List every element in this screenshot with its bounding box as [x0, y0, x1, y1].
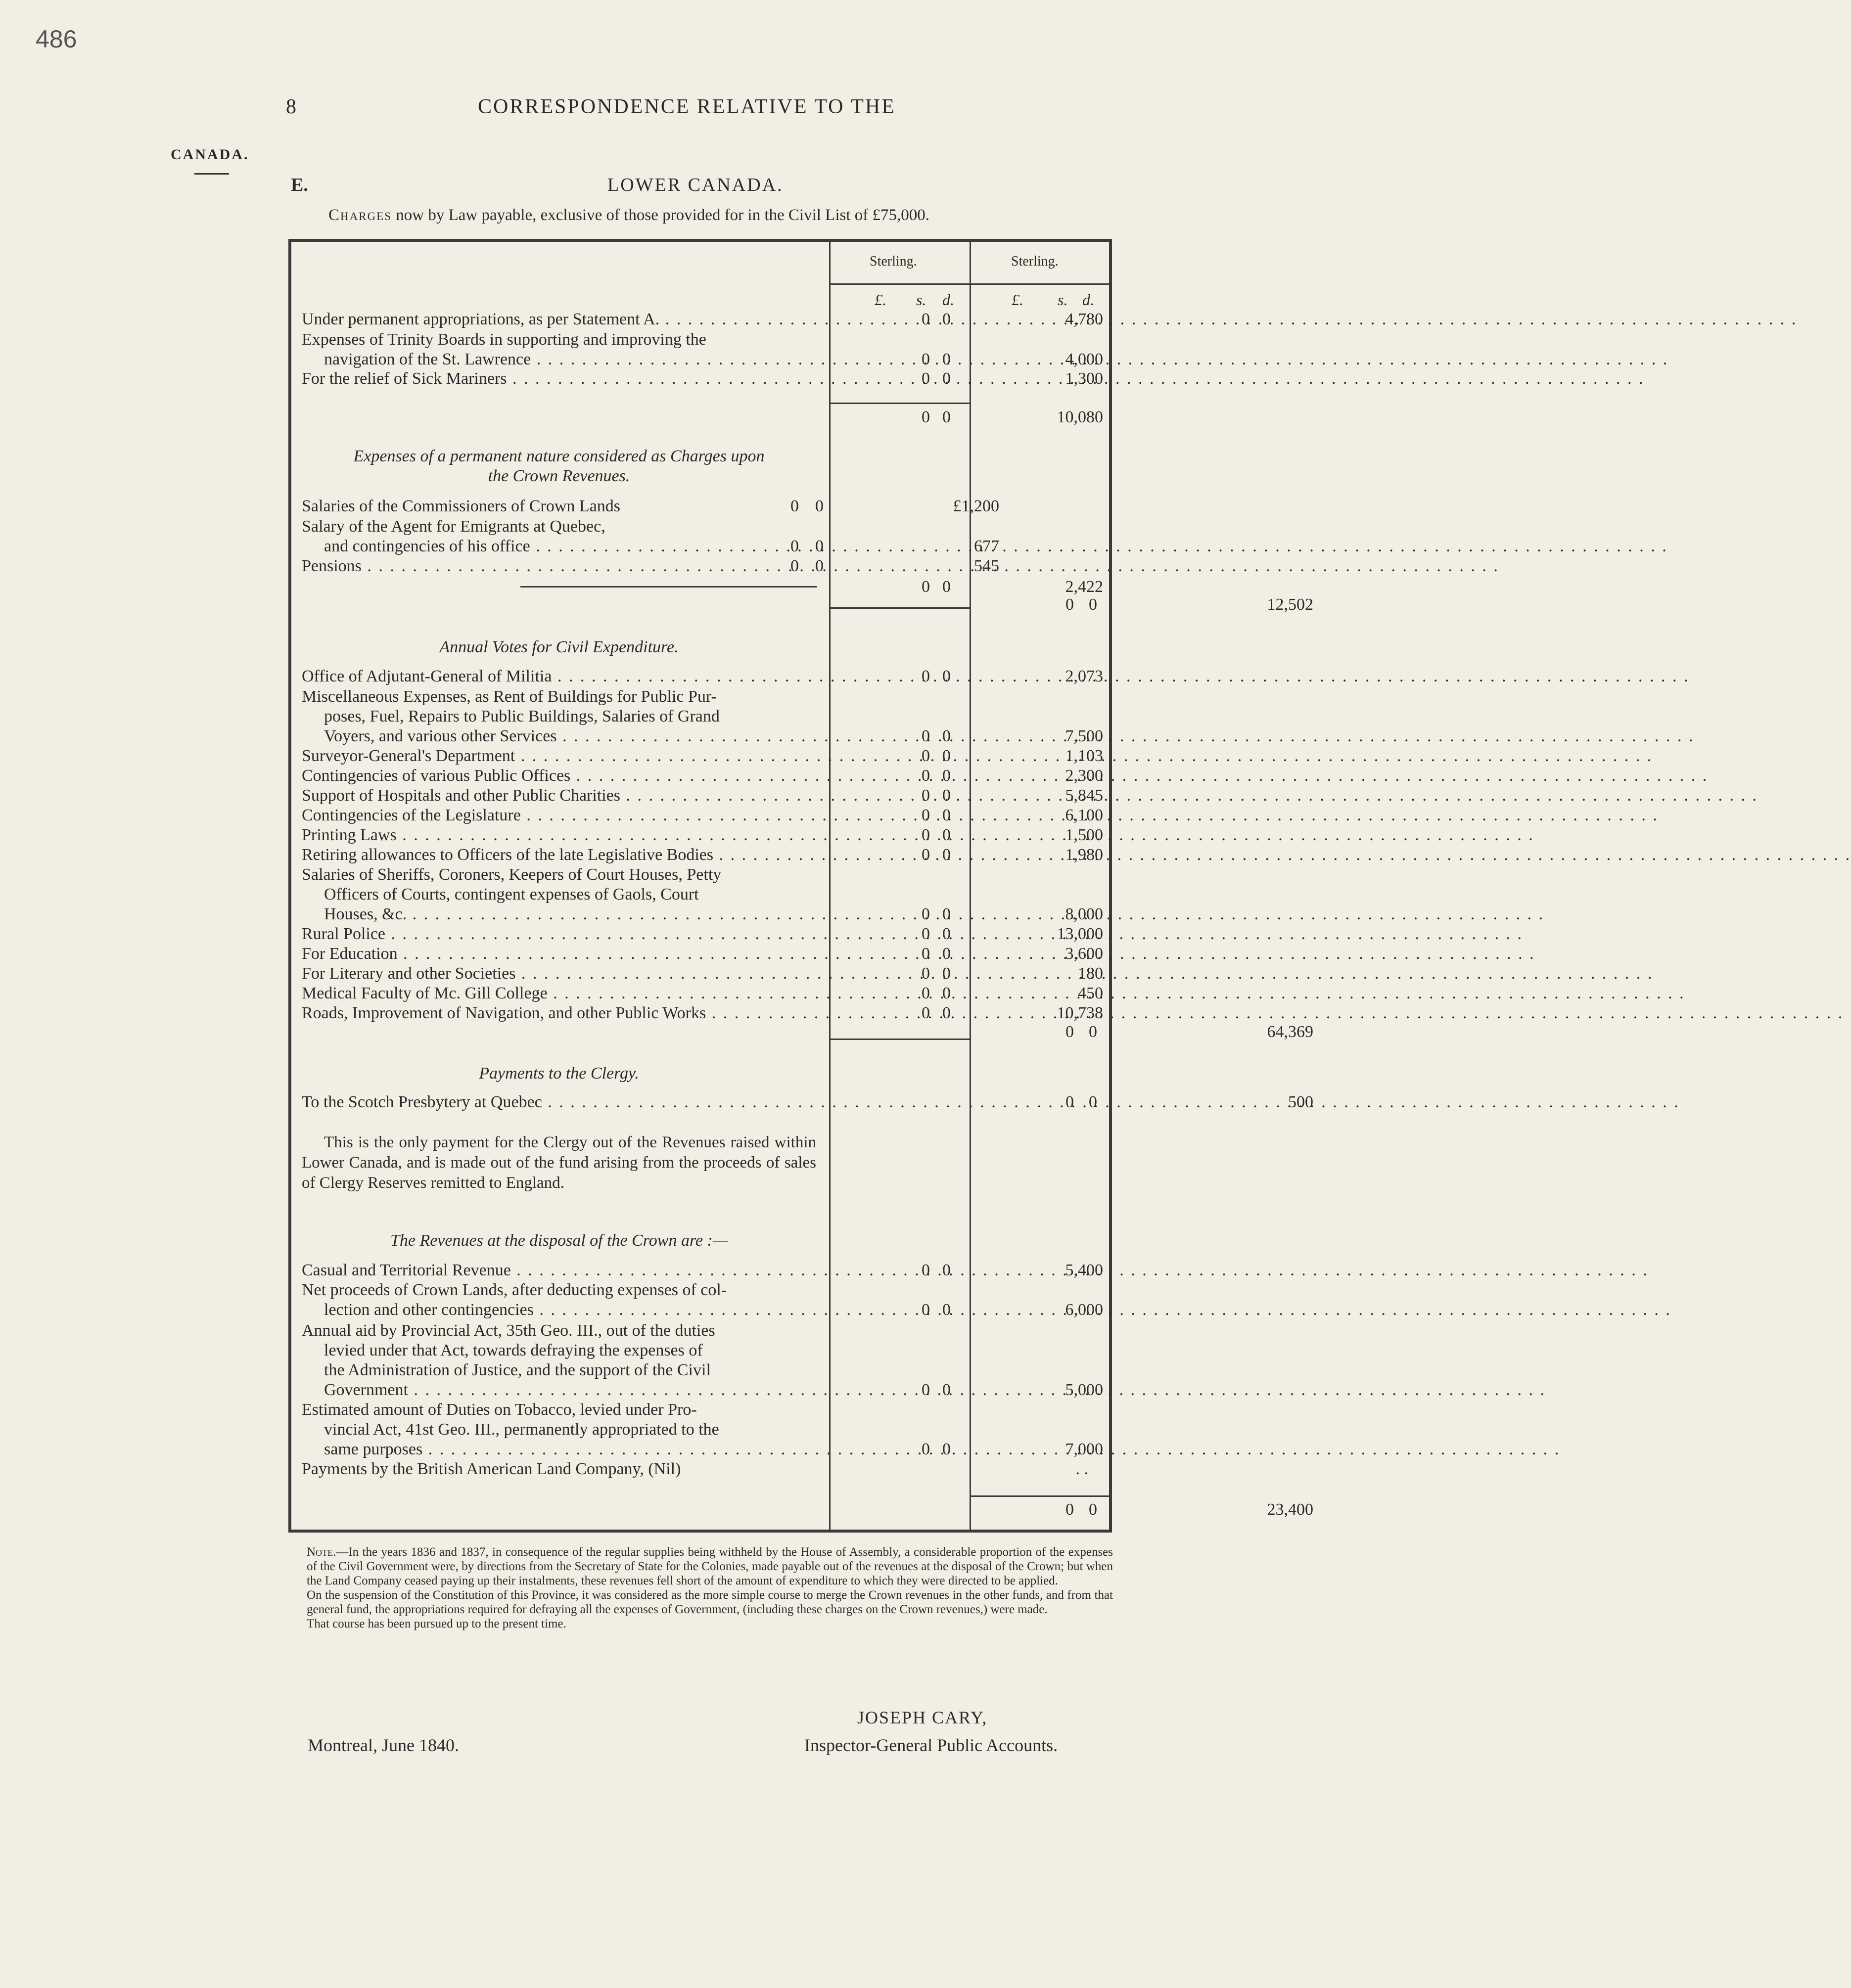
row-inline-pence: 0	[815, 557, 824, 575]
row-shillings: 0	[922, 310, 930, 328]
row-pence: 0	[942, 786, 951, 805]
row-pence: 0	[942, 945, 951, 963]
row-inline-pence: 0	[815, 537, 824, 555]
header-rule-1	[831, 283, 970, 285]
row-amount: 1,980	[1065, 846, 1103, 864]
table-row	[302, 1361, 1405, 1381]
row-total-shillings: 0	[1065, 1093, 1074, 1111]
row-pence: 0	[942, 925, 951, 943]
table-row	[302, 1341, 1405, 1361]
table-row	[302, 1321, 1405, 1342]
row-amount: 10,738	[1057, 1004, 1103, 1022]
row-label: Rural Police . . .	[302, 925, 811, 944]
row-label: Voyers, and various other Services . . .	[324, 727, 811, 746]
row-inline-shillings: 0	[790, 557, 799, 575]
table-row	[302, 1281, 1405, 1301]
row-pence: 0	[942, 964, 951, 983]
row-amount: 2,073	[1065, 667, 1103, 685]
table-row	[302, 667, 1405, 687]
row-shillings: 0	[922, 786, 930, 805]
row-label: Expenses of Trinity Boards in supporting and improving the	[302, 330, 706, 349]
row-label: the Administration of Justice, and the support of the Civil	[324, 1361, 711, 1379]
unit-pence-1: d.	[942, 291, 954, 309]
row-label: Medical Faculty of Mc. Gill College . . .	[302, 984, 811, 1003]
row-label: Roads, Improvement of Navigation, and other Public Works . . .	[302, 1004, 811, 1023]
row-amount: 4,780	[1065, 310, 1103, 328]
row-pence: 0	[942, 747, 951, 765]
margin-rule	[194, 173, 229, 175]
row-pence: 0	[942, 1301, 951, 1319]
footnote	[307, 1545, 1113, 1631]
col-head-2: Sterling.	[1011, 254, 1059, 269]
table-row	[302, 767, 1405, 787]
folio-number: 486	[36, 25, 77, 53]
table-row	[302, 350, 1405, 370]
row-pence: 0	[942, 984, 951, 1002]
unit-shilling-1: s.	[916, 291, 926, 309]
table-row	[302, 1261, 1405, 1281]
row-pence: 0	[942, 408, 951, 426]
row-shillings: 0	[922, 1381, 930, 1399]
table-row	[302, 1401, 1405, 1421]
row-inline-amount: 677	[974, 537, 999, 555]
table-row	[302, 1420, 1405, 1441]
table-row	[302, 1460, 1405, 1480]
row-label: Government . . .	[324, 1381, 811, 1400]
note-para-2: On the suspension of the Constitution of this Province, it was considered as the more simple course to merge the Crown revenues in the other funds, and from that general fund, the appropriations required for defraying all the expenses of Government, (including these charges on the Crown revenues,) were made.	[307, 1588, 1113, 1616]
table-row	[302, 1093, 1405, 1113]
crown-heading-line-1: Expenses of a permanent nature considered as Charges upon	[353, 447, 765, 465]
row-total: 23,400	[1267, 1500, 1313, 1519]
row-amount: 5,845	[1065, 786, 1103, 805]
row-label: Annual aid by Provincial Act, 35th Geo. III., out of the duties	[302, 1321, 715, 1340]
row-pence: 0	[942, 350, 951, 368]
row-amount: 180	[1078, 964, 1103, 983]
note-para-1: —In the years 1836 and 1837, in consequence of the regular supplies being withheld by the House of Assembly, a considerable proportion of the expenses of the Civil Government were, by directions from the Secretary of State for the Colonies, made payable out of the revenues at the disposal of the Crown; but when the Land Company ceased paying up their instalments, these revenues fell short of the amount of expenditure to which they were directed to be applied.	[307, 1545, 1113, 1587]
row-label: and contingencies of his office . . .	[324, 537, 688, 556]
row-label: To the Scotch Presbytery at Quebec . . .	[302, 1093, 811, 1112]
row-pence: 0	[942, 1261, 951, 1279]
clergy-heading: Payments to the Clergy.	[479, 1064, 639, 1083]
table-row	[302, 846, 1405, 866]
subtotal-row	[302, 595, 1405, 616]
table-row	[302, 885, 1405, 905]
row-amount: 5,400	[1065, 1261, 1103, 1279]
row-total-pence: 0	[1089, 1500, 1097, 1519]
row-total-shillings: 0	[1065, 1023, 1074, 1041]
note-para-3: That course has been pursued up to the present time.	[307, 1617, 566, 1630]
row-total-pence: 0	[1089, 1023, 1097, 1041]
row-amount: 13,000	[1057, 925, 1103, 943]
row-label: Support of Hospitals and other Public Charities . . .	[302, 786, 811, 805]
table-row	[302, 945, 1405, 965]
row-total: 12,502	[1267, 595, 1313, 614]
table-row	[302, 687, 1405, 708]
row-label: Houses, &c. . . .	[324, 905, 811, 924]
table-row	[302, 557, 1405, 577]
row-amount: 2,422	[1065, 578, 1103, 596]
row-shillings: 0	[922, 846, 930, 864]
row-pence: 0	[942, 1440, 951, 1458]
row-pence: 0	[942, 667, 951, 685]
row-label: Pensions . . .	[302, 557, 688, 576]
place-date: Montreal, June 1840.	[308, 1735, 459, 1755]
signatory-title: Inspector-General Public Accounts.	[804, 1735, 1058, 1755]
row-shillings: 0	[922, 667, 930, 685]
running-head: CORRESPONDENCE RELATIVE TO THE	[478, 95, 896, 118]
section-letter: E.	[291, 175, 308, 195]
row-label: vincial Act, 41st Geo. III., permanently appropriated to the	[324, 1420, 719, 1439]
row-shillings: 0	[922, 1004, 930, 1022]
row-total-shillings: 0	[1065, 1500, 1074, 1519]
row-pence: 0	[942, 1381, 951, 1399]
row-amount: 2,300	[1065, 767, 1103, 785]
unit-shilling-2: s.	[1058, 291, 1068, 309]
table-row	[302, 1440, 1405, 1460]
row-amount: 4,000	[1065, 350, 1103, 368]
row-inline-shillings: 0	[790, 497, 799, 515]
table-row	[302, 330, 1405, 351]
subtotal-row	[302, 1023, 1405, 1043]
table-row	[302, 905, 1405, 925]
row-label: same purposes . . .	[324, 1440, 811, 1459]
row-shillings: 0	[922, 767, 930, 785]
row-pence: 0	[942, 905, 951, 923]
subtotal-row	[302, 408, 1405, 428]
row-total: 500	[1288, 1093, 1313, 1111]
row-shillings: 0	[922, 1261, 930, 1279]
table-row	[302, 826, 1405, 846]
row-pence: 0	[942, 727, 951, 745]
row-label: lection and other contingencies . . .	[324, 1301, 811, 1319]
row-shillings: 0	[922, 1440, 930, 1458]
col-head-1: Sterling.	[870, 254, 917, 269]
table-row	[302, 1004, 1405, 1024]
row-label: For Education . . .	[302, 945, 811, 963]
row-total: 64,369	[1267, 1023, 1313, 1041]
table-row	[302, 727, 1405, 747]
table-row	[302, 707, 1405, 727]
row-shillings: 0	[922, 925, 930, 943]
rule-permanent-total	[831, 403, 970, 404]
row-shillings: 0	[922, 905, 930, 923]
table-row	[302, 369, 1405, 390]
page-number: 8	[286, 95, 296, 118]
row-amount: 7,000	[1065, 1440, 1103, 1458]
row-inline-pence: 0	[815, 497, 824, 515]
clergy-note: This is the only payment for the Clergy out of the Revenues raised within Lower Canada, and is made out of the fund arising from the proceeds of sales of Clergy Reserves remitted to England.	[302, 1133, 816, 1192]
subtotal-row	[302, 578, 1405, 598]
table-row	[302, 517, 1405, 538]
row-label: Contingencies of the Legislature . . .	[302, 806, 811, 825]
section-title: LOWER CANADA.	[607, 175, 784, 195]
row-label: Estimated amount of Duties on Tobacco, levied under Pro-	[302, 1401, 697, 1419]
row-shillings: 0	[922, 1301, 930, 1319]
row-label: Salary of the Agent for Emigrants at Quebec,	[302, 517, 605, 536]
row-amount: 7,500	[1065, 727, 1103, 745]
table-row	[302, 1381, 1405, 1401]
row-label: Under permanent appropriations, as per Statement A. . . .	[302, 310, 811, 329]
row-amount: 3,600	[1065, 945, 1103, 963]
row-label: Officers of Courts, contingent expenses of Gaols, Court	[324, 885, 699, 904]
table-row	[302, 310, 1405, 330]
row-amount: 1,500	[1065, 826, 1103, 844]
total-row	[302, 1500, 1405, 1521]
subtitle-caps: Charges	[328, 206, 392, 224]
row-shillings: 0	[922, 826, 930, 844]
row-shillings: 0	[922, 984, 930, 1002]
rule-revenue-total	[971, 1495, 1110, 1497]
row-label: Salaries of Sheriffs, Coroners, Keepers of Court Houses, Petty	[302, 865, 722, 884]
row-pence: 0	[942, 767, 951, 785]
unit-pence-2: d.	[1082, 291, 1094, 309]
section-subtitle	[328, 206, 929, 225]
row-amount: 10,080	[1057, 408, 1103, 426]
row-amount: 1,103	[1065, 747, 1103, 765]
row-label: Casual and Territorial Revenue . . .	[302, 1261, 811, 1280]
row-label: navigation of the St. Lawrence . . .	[324, 350, 811, 369]
votes-heading: Annual Votes for Civil Expenditure.	[439, 638, 679, 656]
table-row	[302, 537, 1405, 557]
row-shillings: 0	[922, 727, 930, 745]
row-pence: 0	[942, 806, 951, 824]
header-rule-2	[971, 283, 1110, 285]
row-label: For Literary and other Societies . . .	[302, 964, 811, 983]
row-shillings: 0	[922, 945, 930, 963]
table-row	[302, 747, 1405, 767]
table-row	[302, 806, 1405, 826]
row-shillings: 0	[922, 964, 930, 983]
row-label: For the relief of Sick Mariners . . .	[302, 369, 811, 388]
row-pence: 0	[942, 578, 951, 596]
row-label: poses, Fuel, Repairs to Public Buildings, Salaries of Grand	[324, 707, 720, 725]
row-shillings: 0	[922, 578, 930, 596]
row-label: Salaries of the Commissioners of Crown Lands	[302, 497, 621, 515]
table-row	[302, 786, 1405, 807]
row-amount: 6,000	[1065, 1301, 1103, 1319]
note-lead: Note.	[307, 1545, 336, 1559]
row-label: Payments by the British American Land Company, (Nil)	[302, 1460, 681, 1478]
row-label: Miscellaneous Expenses, as Rent of Buildings for Public Pur-	[302, 687, 717, 706]
row-pence: 0	[942, 846, 951, 864]
row-inline-amount: 545	[974, 557, 999, 575]
row-amount: 6,100	[1065, 806, 1103, 824]
row-total-shillings: 0	[1065, 595, 1074, 614]
signatory-name: JOSEPH CARY,	[857, 1708, 988, 1727]
row-shillings: 0	[922, 806, 930, 824]
row-label: Net proceeds of Crown Lands, after deducting expenses of col-	[302, 1281, 727, 1299]
row-label: Retiring allowances to Officers of the late Legislative Bodies . . .	[302, 846, 811, 864]
row-amount: 450	[1078, 984, 1103, 1002]
unit-pound-2: £.	[1012, 291, 1023, 309]
row-shillings: 0	[922, 747, 930, 765]
row-amount: . .	[1075, 1460, 1088, 1478]
row-total-pence: 0	[1089, 595, 1097, 614]
table-row	[302, 497, 1405, 517]
row-label: levied under that Act, towards defraying the expenses of	[324, 1341, 703, 1359]
row-label: Contingencies of various Public Offices . . .	[302, 767, 811, 785]
row-amount: 8,000	[1065, 905, 1103, 923]
row-pence: 0	[942, 369, 951, 388]
row-pence: 0	[942, 1004, 951, 1022]
row-total-pence: 0	[1089, 1093, 1097, 1111]
row-shillings: 0	[922, 369, 930, 388]
table-row	[302, 865, 1405, 886]
subtitle-text: now by Law payable, exclusive of those provided for in the Civil List of £75,000.	[392, 206, 929, 224]
row-label: Printing Laws . . .	[302, 826, 811, 845]
unit-pound-1: £.	[875, 291, 886, 309]
row-pence: 0	[942, 310, 951, 328]
row-inline-shillings: 0	[790, 537, 799, 555]
crown-heading-line-2: the Crown Revenues.	[488, 467, 630, 485]
table-row	[302, 925, 1405, 945]
row-amount: 5,000	[1065, 1381, 1103, 1399]
table-row	[302, 1301, 1405, 1321]
row-label: Surveyor-General's Department . . .	[302, 747, 811, 766]
margin-label: CANADA.	[171, 146, 249, 163]
row-pence: 0	[942, 826, 951, 844]
row-inline-amount: £1,200	[953, 497, 999, 515]
row-label: Office of Adjutant-General of Militia . . .	[302, 667, 811, 686]
table-row	[302, 964, 1405, 985]
row-shillings: 0	[922, 350, 930, 368]
table-row	[302, 984, 1405, 1004]
row-amount: 1,300	[1065, 369, 1103, 388]
row-shillings: 0	[922, 408, 930, 426]
revenue-heading: The Revenues at the disposal of the Crown are :—	[390, 1231, 728, 1250]
